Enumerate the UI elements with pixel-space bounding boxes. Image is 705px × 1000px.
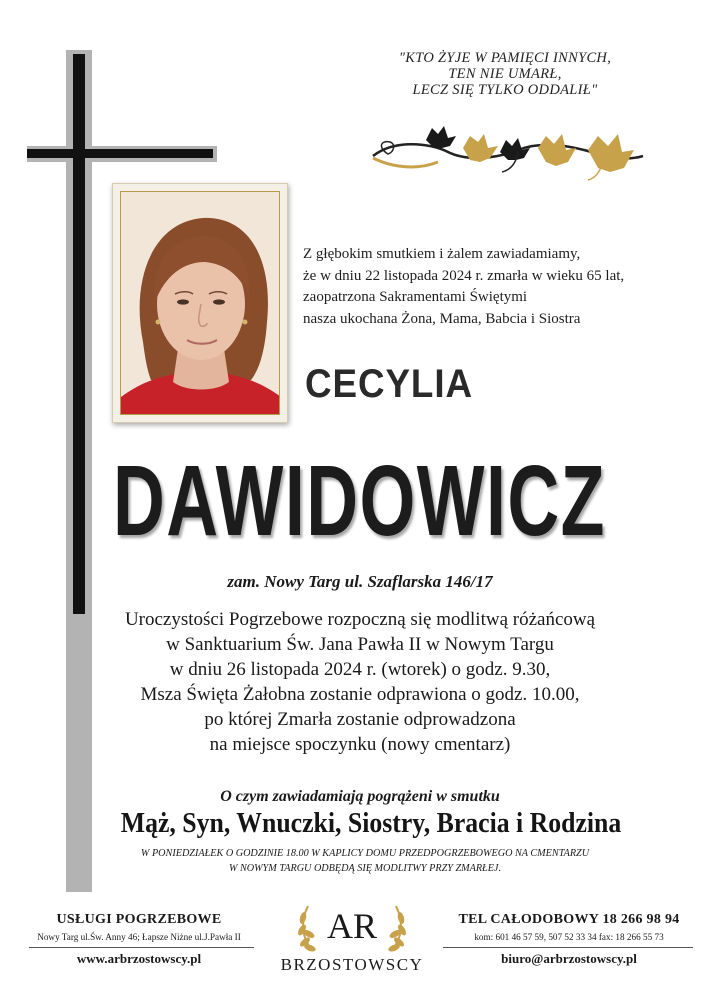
logo-brand-name: BRZOSTOWSCY xyxy=(280,955,424,974)
intro-line-4: nasza ukochana Żona, Mama, Babcia i Siostra xyxy=(303,310,581,327)
mobile-fax-numbers: kom: 601 46 57 59, 507 52 33 34 fax: 18 266 55 73 xyxy=(474,932,664,942)
mourners-intro: O czym zawiadamiają pogrążeni w smutku xyxy=(220,788,500,805)
quote-line-1: "KTO ŻYJE W PAMIĘCI INNYCH, xyxy=(398,50,612,66)
ar-brzostowscy-logo xyxy=(272,888,432,1000)
notice-line-2: W NOWYM TARGU ODBĘDĄ SIĘ MODLITWY PRZY ZMARŁEJ. xyxy=(228,863,502,874)
quote-line-3: LECZ SIĘ TYLKO ODDALIŁ" xyxy=(412,82,598,98)
portrait-photo xyxy=(120,191,280,415)
quote-line-2: TEN NIE UMARŁ, xyxy=(448,66,562,82)
announcement-intro xyxy=(303,244,683,330)
mourners-names: Mąż, Syn, Wnuczki, Siostry, Bracia i Rodzina xyxy=(120,808,622,839)
funeral-ceremony-details xyxy=(100,607,620,757)
ceremony-line-4: Msza Święta Żałobna zostanie odprawiona o godz. 10.00, xyxy=(140,684,580,705)
email-link[interactable]: biuro@arbrzostowscy.pl xyxy=(501,951,637,966)
cross-horizontal-black xyxy=(27,149,213,158)
deceased-last-name: DAWIDOWICZ xyxy=(113,445,606,557)
footer-contact xyxy=(438,912,700,966)
logo-initials: AR xyxy=(326,906,378,946)
ceremony-line-6: na miejsce spoczynku (nowy cmentarz) xyxy=(209,734,511,755)
intro-line-3: zaopatrzona Sakramentami Świętymi xyxy=(303,289,528,305)
funeral-services-title: USŁUGI POGRZEBOWE xyxy=(56,912,222,927)
prayer-notice xyxy=(85,846,645,876)
ceremony-line-5: po której Zmarła zostanie odprowadzona xyxy=(204,709,516,730)
website-link[interactable]: www.arbrzostowscy.pl xyxy=(76,951,202,966)
cross-vertical-black xyxy=(73,54,85,614)
portrait-frame xyxy=(112,183,288,423)
ceremony-line-1: Uroczystości Pogrzebowe rozpoczną się modlitwą różańcową xyxy=(124,609,596,630)
vine-leaf-ornament-icon xyxy=(368,118,648,193)
notice-line-1: W PONIEDZIAŁEK O GODZINIE 18.00 W KAPLICY DOMU PRZEDPOGRZEBOWEGO NA CMENTARZU xyxy=(140,848,590,859)
deceased-address: zam. Nowy Targ ul. Szaflarska 146/17 xyxy=(227,572,493,591)
footer-right-divider xyxy=(443,947,693,948)
ceremony-line-2: w Sanktuarium Św. Jana Pawła II w Nowym Targu xyxy=(166,634,554,655)
deceased-first-name: CECYLIA xyxy=(305,362,473,406)
funeral-services-address: Nowy Targ ul.Św. Anny 46; Łapsze Niżne ul.J.Pawła II xyxy=(37,932,241,942)
ceremony-line-3: w dniu 26 listopada 2024 r. (wtorek) o godz. 9.30, xyxy=(169,659,551,680)
footer-funeral-services xyxy=(14,912,264,966)
intro-line-1: Z głębokim smutkiem i żalem zawiadamiamy, xyxy=(303,246,581,262)
memorial-quote xyxy=(340,50,670,98)
footer-left-divider xyxy=(29,947,254,948)
intro-line-2: że w dniu 22 listopada 2024 r. zmarła w wieku 65 lat, xyxy=(303,267,625,284)
portrait-illustration-icon xyxy=(121,192,280,415)
phone-24h: TEL CAŁODOBOWY 18 266 98 94 xyxy=(458,912,680,927)
